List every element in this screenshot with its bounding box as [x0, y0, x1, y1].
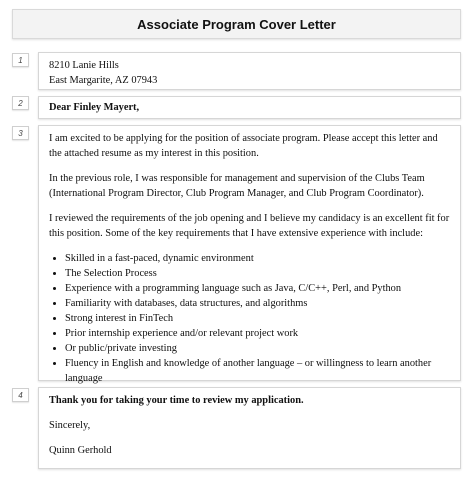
closing-block — [38, 387, 461, 469]
section-number-3: 3 — [12, 126, 29, 140]
address-line-1: 8210 Lanie Hills — [49, 60, 119, 71]
list-item: • Experience with a programming language such as Java, C/C++, Perl, and Python — [65, 281, 450, 296]
list-item: • The Selection Process — [65, 266, 450, 281]
list-item: • Skilled in a fast-paced, dynamic environment — [65, 251, 450, 266]
sign-off: Sincerely, — [49, 420, 91, 431]
body-paragraph-1: I am excited to be applying for the position of associate program. Please accept this letter and the attached resume as my interest in this position. — [49, 133, 438, 159]
list-item: • Strong interest in FinTech — [65, 311, 450, 326]
requirements-list — [49, 251, 450, 386]
address-block — [38, 52, 461, 90]
section-number-2: 2 — [12, 96, 29, 110]
section-number-4: 4 — [12, 388, 29, 402]
greeting: Dear Finley Mayert, — [49, 102, 140, 113]
body-block — [38, 125, 461, 384]
body-paragraph-2: In the previous role, I was responsible for management and supervision of the Clubs Team (International Program Director, Club Program Manager, and Club Program Coordinator). — [49, 173, 425, 199]
body-paragraph-3: I reviewed the requirements of the job opening and I believe my candidacy is an excellent fit for this position. Some of the key requirements that I have extensive experience with include: — [49, 213, 450, 239]
signature-name: Quinn Gerhold — [49, 445, 112, 456]
list-item: • Fluency in English and knowledge of another language – or willingness to learn another language — [65, 356, 450, 386]
section-number-1: 1 — [12, 53, 29, 67]
list-item: • Or public/private investing — [65, 341, 450, 356]
document-title: Associate Program Cover Letter — [137, 16, 336, 32]
greeting-block — [38, 96, 461, 119]
list-item: • Familiarity with databases, data structures, and algorithms — [65, 296, 450, 311]
closing-line: Thank you for taking your time to review my application. — [49, 395, 304, 406]
document-title-bar — [12, 9, 461, 39]
list-item: • Prior internship experience and/or relevant project work — [65, 326, 450, 341]
address-line-2: East Margarite, AZ 07943 — [49, 75, 158, 86]
